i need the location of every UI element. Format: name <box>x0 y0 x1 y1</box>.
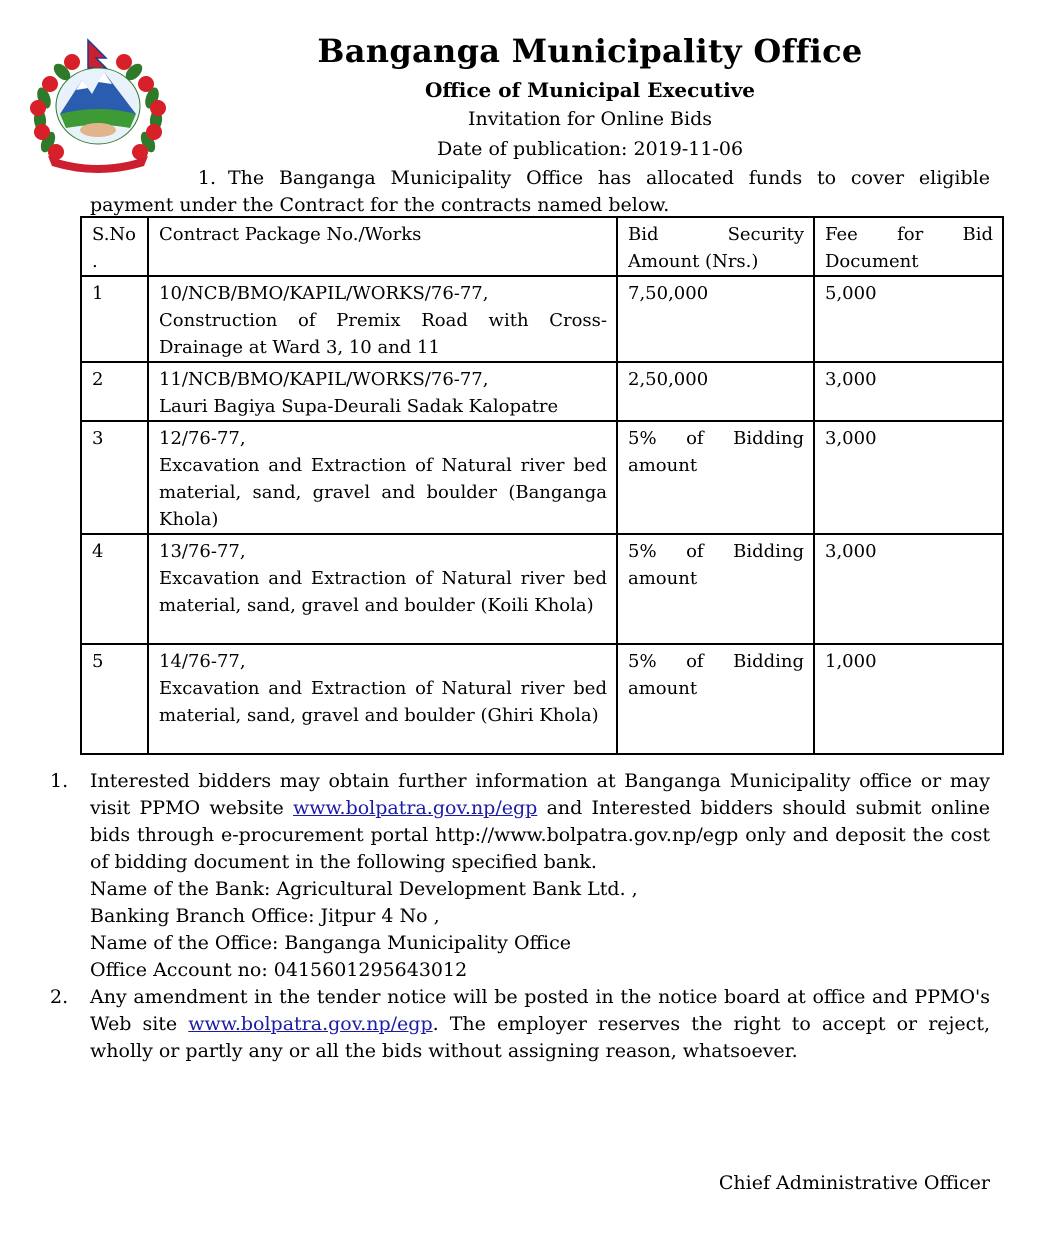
row-package-work: Excavation and Extraction of Natural river bed material, sand, gravel and boulder (Ghiri Khola) <box>159 678 607 726</box>
row-package-work: Construction of Premix Road with Cross-Drainage at Ward 3, 10 and 11 <box>159 310 607 358</box>
row-security: 5% of Bidding amount <box>617 644 814 754</box>
table-row <box>81 362 1003 421</box>
note-number: 2. <box>50 986 69 1008</box>
date-label: Date of publication: <box>436 138 628 160</box>
office-subtitle: Office of Municipal Executive <box>424 78 756 102</box>
note-item <box>50 984 990 1065</box>
row-package-work: Lauri Bagiya Supa-Deurali Sadak Kalopatre <box>159 396 559 417</box>
row-package-code: 12/76-77, <box>159 428 246 449</box>
office-name: Name of the Office: Banganga Municipality Office <box>90 932 571 954</box>
header-sno: S.No . <box>81 217 148 276</box>
notes-list <box>50 768 990 1065</box>
row-security: 2,50,000 <box>617 362 814 421</box>
table-row <box>81 644 1003 754</box>
table-row <box>81 534 1003 644</box>
row-sno: 5 <box>81 644 148 754</box>
row-package-work: Excavation and Extraction of Natural river bed material, sand, gravel and boulder (Banganga Khola) <box>159 455 607 530</box>
header-package: Contract Package No./Works <box>148 217 617 276</box>
bank-name: Name of the Bank: Agricultural Development Bank Ltd. , <box>90 878 638 900</box>
row-sno: 3 <box>81 421 148 534</box>
nepal-coat-of-arms-icon <box>26 38 170 174</box>
row-package <box>148 421 617 534</box>
date-value: 2019-11-06 <box>633 138 744 160</box>
header-security: Bid Security Amount (Nrs.) <box>617 217 814 276</box>
ppmo-website-link[interactable]: www.bolpatra.gov.np/egp <box>293 797 538 819</box>
row-security: 5% of Bidding amount <box>617 534 814 644</box>
note-text: Any amendment in the tender notice will be posted in the notice board at office and PPMO's Web site <box>90 986 990 1035</box>
account-number: Office Account no: 0415601295643012 <box>90 959 468 981</box>
row-fee: 3,000 <box>814 362 1003 421</box>
note-body <box>90 984 990 1065</box>
note-text: . The employer reserves the right to accept or reject, wholly or partly any or all the bids without assigning reason, whatsoever. <box>90 1013 990 1062</box>
row-package <box>148 644 617 754</box>
row-sno: 2 <box>81 362 148 421</box>
signature-title: Chief Administrative Officer <box>718 1172 990 1194</box>
publication-date <box>180 138 1000 160</box>
table-header-row <box>81 217 1003 276</box>
ppmo-website-link[interactable]: www.bolpatra.gov.np/egp <box>188 1013 433 1035</box>
row-package <box>148 534 617 644</box>
row-package <box>148 362 617 421</box>
row-package-code: 11/NCB/BMO/KAPIL/WORKS/76-77, <box>159 369 489 390</box>
note-text: Interested bidders may obtain further information at Banganga Municipality office or may visit PPMO website <box>90 770 990 819</box>
row-package-code: 13/76-77, <box>159 541 246 562</box>
table-row <box>81 276 1003 362</box>
row-fee: 1,000 <box>814 644 1003 754</box>
note-item <box>50 768 990 984</box>
note-body <box>90 768 990 984</box>
intro-text: The Banganga Municipality Office has allocated funds to cover eligible payment under the Contract for the contracts named below. <box>90 167 990 216</box>
row-security: 5% of Bidding amount <box>617 421 814 534</box>
row-package <box>148 276 617 362</box>
row-package-code: 14/76-77, <box>159 651 246 672</box>
intro-number: 1. <box>197 167 216 189</box>
intro-paragraph <box>90 165 990 219</box>
bank-branch: Banking Branch Office: Jitpur 4 No , <box>90 905 440 927</box>
table-row <box>81 421 1003 534</box>
header-fee: Fee for Bid Document <box>814 217 1003 276</box>
page-title: Banganga Municipality Office <box>317 32 863 70</box>
row-sno: 1 <box>81 276 148 362</box>
row-fee: 5,000 <box>814 276 1003 362</box>
row-package-work: Excavation and Extraction of Natural river bed material, sand, gravel and boulder (Koili Khola) <box>159 568 607 616</box>
row-sno: 4 <box>81 534 148 644</box>
contracts-table <box>80 216 1004 755</box>
row-fee: 3,000 <box>814 421 1003 534</box>
row-security: 7,50,000 <box>617 276 814 362</box>
note-number: 1. <box>50 770 69 792</box>
row-package-code: 10/NCB/BMO/KAPIL/WORKS/76-77, <box>159 283 489 304</box>
row-fee: 3,000 <box>814 534 1003 644</box>
invitation-heading: Invitation for Online Bids <box>468 108 712 130</box>
note-text: and Interested bidders should submit online bids through e-procurement portal http://www.bolpatra.gov.np/egp only and deposit the cost of bidding document in the following specified bank. <box>90 797 991 873</box>
